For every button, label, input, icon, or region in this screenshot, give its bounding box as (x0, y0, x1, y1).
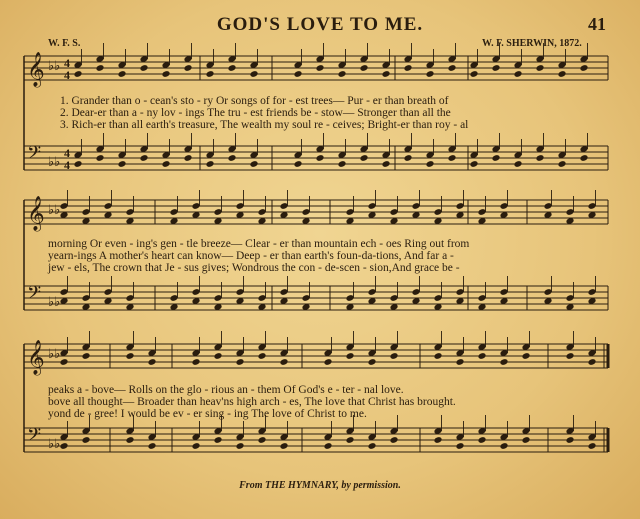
notehead (448, 154, 457, 162)
notehead (96, 64, 105, 72)
notehead (140, 64, 149, 72)
notehead (470, 70, 479, 78)
notehead (456, 442, 465, 450)
notehead (536, 154, 545, 162)
page-number: 41 (588, 14, 606, 34)
key-signature-flat: ♭♭ (48, 155, 61, 170)
notehead (404, 64, 413, 72)
notehead (324, 358, 333, 366)
notehead (346, 352, 355, 360)
notehead (316, 64, 325, 72)
notehead (360, 64, 369, 72)
notehead (250, 160, 259, 168)
notehead (118, 160, 127, 168)
lyric-line: jew - els, The crown that Je - sus gives; Wondrous the con - de-scen - sion,And grace be - (48, 262, 460, 274)
composer-credit: W. F. SHERWIN, 1872. (482, 38, 582, 49)
treble-clef: 𝄞 (27, 340, 45, 375)
key-signature-flat: ♭♭ (48, 59, 61, 74)
notehead (162, 70, 171, 78)
key-signature-flat: ♭♭ (48, 295, 61, 310)
notehead (478, 436, 487, 444)
notehead (192, 358, 201, 366)
notehead (434, 436, 443, 444)
notehead (492, 154, 501, 162)
notehead (522, 436, 531, 444)
lyric-line: 1. Grander than o - cean's sto - ry Or songs of for - est trees— Pur - er than breath of (60, 95, 449, 107)
notehead (390, 352, 399, 360)
notehead (360, 154, 369, 162)
lyricist-credit: W. F. S. (48, 38, 81, 49)
treble-clef: 𝄞 (27, 52, 45, 87)
notehead (426, 70, 435, 78)
notehead (148, 358, 157, 366)
notehead (382, 70, 391, 78)
notehead (456, 358, 465, 366)
notehead (126, 436, 135, 444)
notehead (236, 442, 245, 450)
notehead (294, 70, 303, 78)
notehead (324, 442, 333, 450)
time-signature: 4 (64, 146, 70, 160)
notehead (126, 352, 135, 360)
notehead (228, 154, 237, 162)
key-signature-flat: ♭♭ (48, 347, 61, 362)
notehead (280, 442, 289, 450)
notehead (74, 160, 83, 168)
notehead (390, 436, 399, 444)
notehead (338, 70, 347, 78)
lyric-line: 2. Dear-er than a - ny lov - ings The tru - est friends be - stow— Stronger than all the (60, 107, 451, 119)
notehead (316, 154, 325, 162)
notehead (258, 352, 267, 360)
notehead (82, 352, 91, 360)
notehead (96, 154, 105, 162)
notehead (434, 352, 443, 360)
notehead (580, 154, 589, 162)
lyric-line: bove all thought— Broader than heav'ns high arch - es, The love that Christ has brought. (48, 396, 456, 408)
notehead (346, 436, 355, 444)
notehead (74, 70, 83, 78)
notehead (566, 436, 575, 444)
time-signature: 4 (64, 68, 70, 82)
notehead (368, 358, 377, 366)
notehead (192, 442, 201, 450)
notehead (580, 64, 589, 72)
notehead (588, 358, 597, 366)
bass-clef: 𝄢 (27, 425, 42, 450)
notehead (140, 154, 149, 162)
notehead (294, 160, 303, 168)
bass-clef: 𝄢 (27, 283, 42, 308)
key-signature-flat: ♭♭ (48, 437, 61, 452)
notehead (404, 154, 413, 162)
bass-clef: 𝄢 (27, 143, 42, 168)
notehead (448, 64, 457, 72)
source-credit: From THE HYMNARY, by permission. (239, 480, 401, 491)
notehead (184, 154, 193, 162)
hymn-title: GOD'S LOVE TO ME. (216, 14, 424, 35)
time-signature: 4 (64, 56, 70, 70)
notehead (514, 160, 523, 168)
notehead (214, 436, 223, 444)
notehead (60, 442, 69, 450)
notehead (478, 352, 487, 360)
treble-clef: 𝄞 (27, 196, 45, 231)
lyric-line: peaks a - bove— Rolls on the glo - rious an - them Of God's e - ter - nal love. (48, 384, 404, 396)
notehead (500, 442, 509, 450)
notehead (500, 358, 509, 366)
notehead (558, 160, 567, 168)
notehead (558, 70, 567, 78)
notehead (206, 160, 215, 168)
notehead (82, 436, 91, 444)
notehead (566, 352, 575, 360)
notehead (426, 160, 435, 168)
notehead (118, 70, 127, 78)
notehead (382, 160, 391, 168)
lyric-line: 3. Rich-er than all earth's treasure, The wealth my soul re - ceives; Bright-er than roy - al (60, 119, 469, 131)
notehead (470, 160, 479, 168)
lyric-line: yearn-ings A mother's heart can know— Deep - er than earth's foun-da-tions, And far a - (48, 250, 454, 262)
notehead (228, 64, 237, 72)
notehead (588, 442, 597, 450)
notehead (522, 352, 531, 360)
notehead (162, 160, 171, 168)
notehead (236, 358, 245, 366)
lyric-line: morning Or even - ing's gen - tle breeze— Clear - er than mountain ech - oes Ring out from (48, 238, 470, 250)
notehead (148, 442, 157, 450)
notehead (206, 70, 215, 78)
notehead (514, 70, 523, 78)
notehead (280, 358, 289, 366)
notehead (536, 64, 545, 72)
notehead (60, 358, 69, 366)
lyric-line: yond de - gree! I would be ev - er sing - ing The love of Christ to me. (48, 408, 367, 420)
notehead (250, 70, 259, 78)
notehead (368, 442, 377, 450)
notehead (184, 64, 193, 72)
notehead (258, 436, 267, 444)
key-signature-flat: ♭♭ (48, 203, 61, 218)
notehead (214, 352, 223, 360)
notehead (338, 160, 347, 168)
time-signature: 4 (64, 158, 70, 172)
notehead (492, 64, 501, 72)
